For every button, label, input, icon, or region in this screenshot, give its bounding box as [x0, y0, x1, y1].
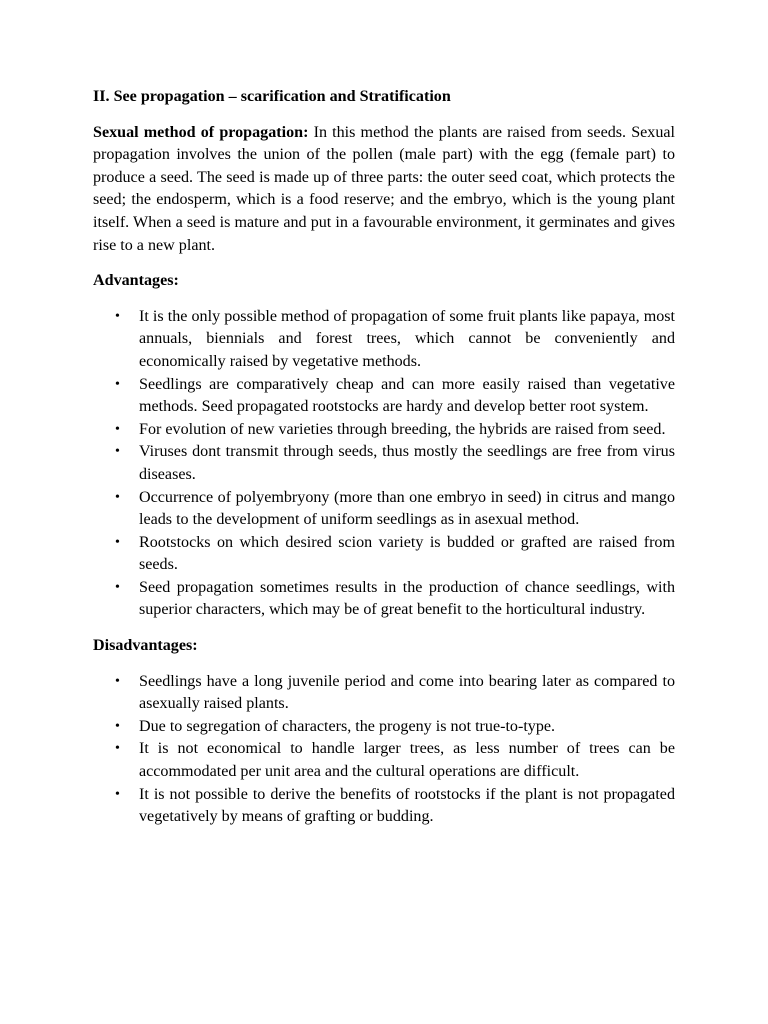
list-item: • It is not possible to derive the benefits of rootstocks if the plant is not propagated vegetatively by means of grafting or budding. — [115, 785, 675, 826]
list-item: • Seedlings are comparatively cheap and can more easily raised than vegetative methods. Seed propagated rootstocks are hardy and develop better root system. — [115, 375, 675, 416]
list-item: • Viruses dont transmit through seeds, thus mostly the seedlings are free from virus diseases. — [115, 443, 675, 483]
bullet-icon: • — [115, 741, 120, 757]
list-item: • Occurrence of polyembryony (more than one embryo in seed) in citrus and mango leads to the development of uniform seedlings as in asexual method. — [115, 488, 675, 529]
list-item: • It is not economical to handle larger trees, as less number of trees can be accommodated per unit area and the cultural operations are difficult. — [115, 740, 675, 781]
list-item: • Seedlings have a long juvenile period and come into bearing later as compared to asexually raised plants. — [115, 672, 675, 713]
list-item: • Seed propagation sometimes results in the production of chance seedlings, with superior characters, which may be of great benefit to the horticultural industry. — [115, 578, 675, 619]
bullet-icon: • — [115, 534, 120, 550]
page-heading: II. See propagation – scarification and Stratification — [93, 88, 451, 105]
bullet-icon: • — [115, 444, 120, 460]
intro-paragraph — [93, 122, 675, 258]
bullet-icon: • — [115, 489, 120, 505]
bullet-icon: • — [115, 421, 120, 437]
bullet-icon: • — [115, 579, 120, 595]
bullet-icon: • — [115, 718, 120, 734]
bullet-icon: • — [115, 308, 120, 324]
list-item: • Rootstocks on which desired scion variety is budded or grafted are raised from seeds. — [115, 533, 675, 574]
disadvantages-list — [93, 671, 675, 829]
intro-lead: Sexual method of propagation: — [93, 123, 309, 141]
advantages-title: Advantages: — [93, 272, 179, 290]
bullet-icon: • — [115, 673, 120, 689]
bullet-icon: • — [115, 786, 120, 802]
intro-text: In this method the plants are raised from seeds. Sexual propagation involves the union of the pollen (male part) with the egg (female part) to produce a seed. The seed is made up of three parts: the outer seed coat, which protects the seed; the endosperm, which is a food reserve; and the embryo, which is the young plant itself. When a seed is mature and put in a favourable environment, it germinates and gives rise to a new plant. — [93, 123, 676, 254]
document-page — [93, 86, 675, 842]
list-item: • It is the only possible method of propagation of some fruit plants like papaya, most annuals, biennials and forest trees, which cannot be conveniently and economically raised by vegetative methods. — [115, 307, 675, 370]
list-item: • For evolution of new varieties through breeding, the hybrids are raised from seed. — [139, 419, 675, 442]
disadvantages-title: Disadvantages: — [93, 637, 198, 655]
bullet-icon: • — [115, 376, 120, 392]
advantages-list — [93, 306, 675, 622]
list-item: • Due to segregation of characters, the progeny is not true-to-type. — [139, 716, 675, 739]
